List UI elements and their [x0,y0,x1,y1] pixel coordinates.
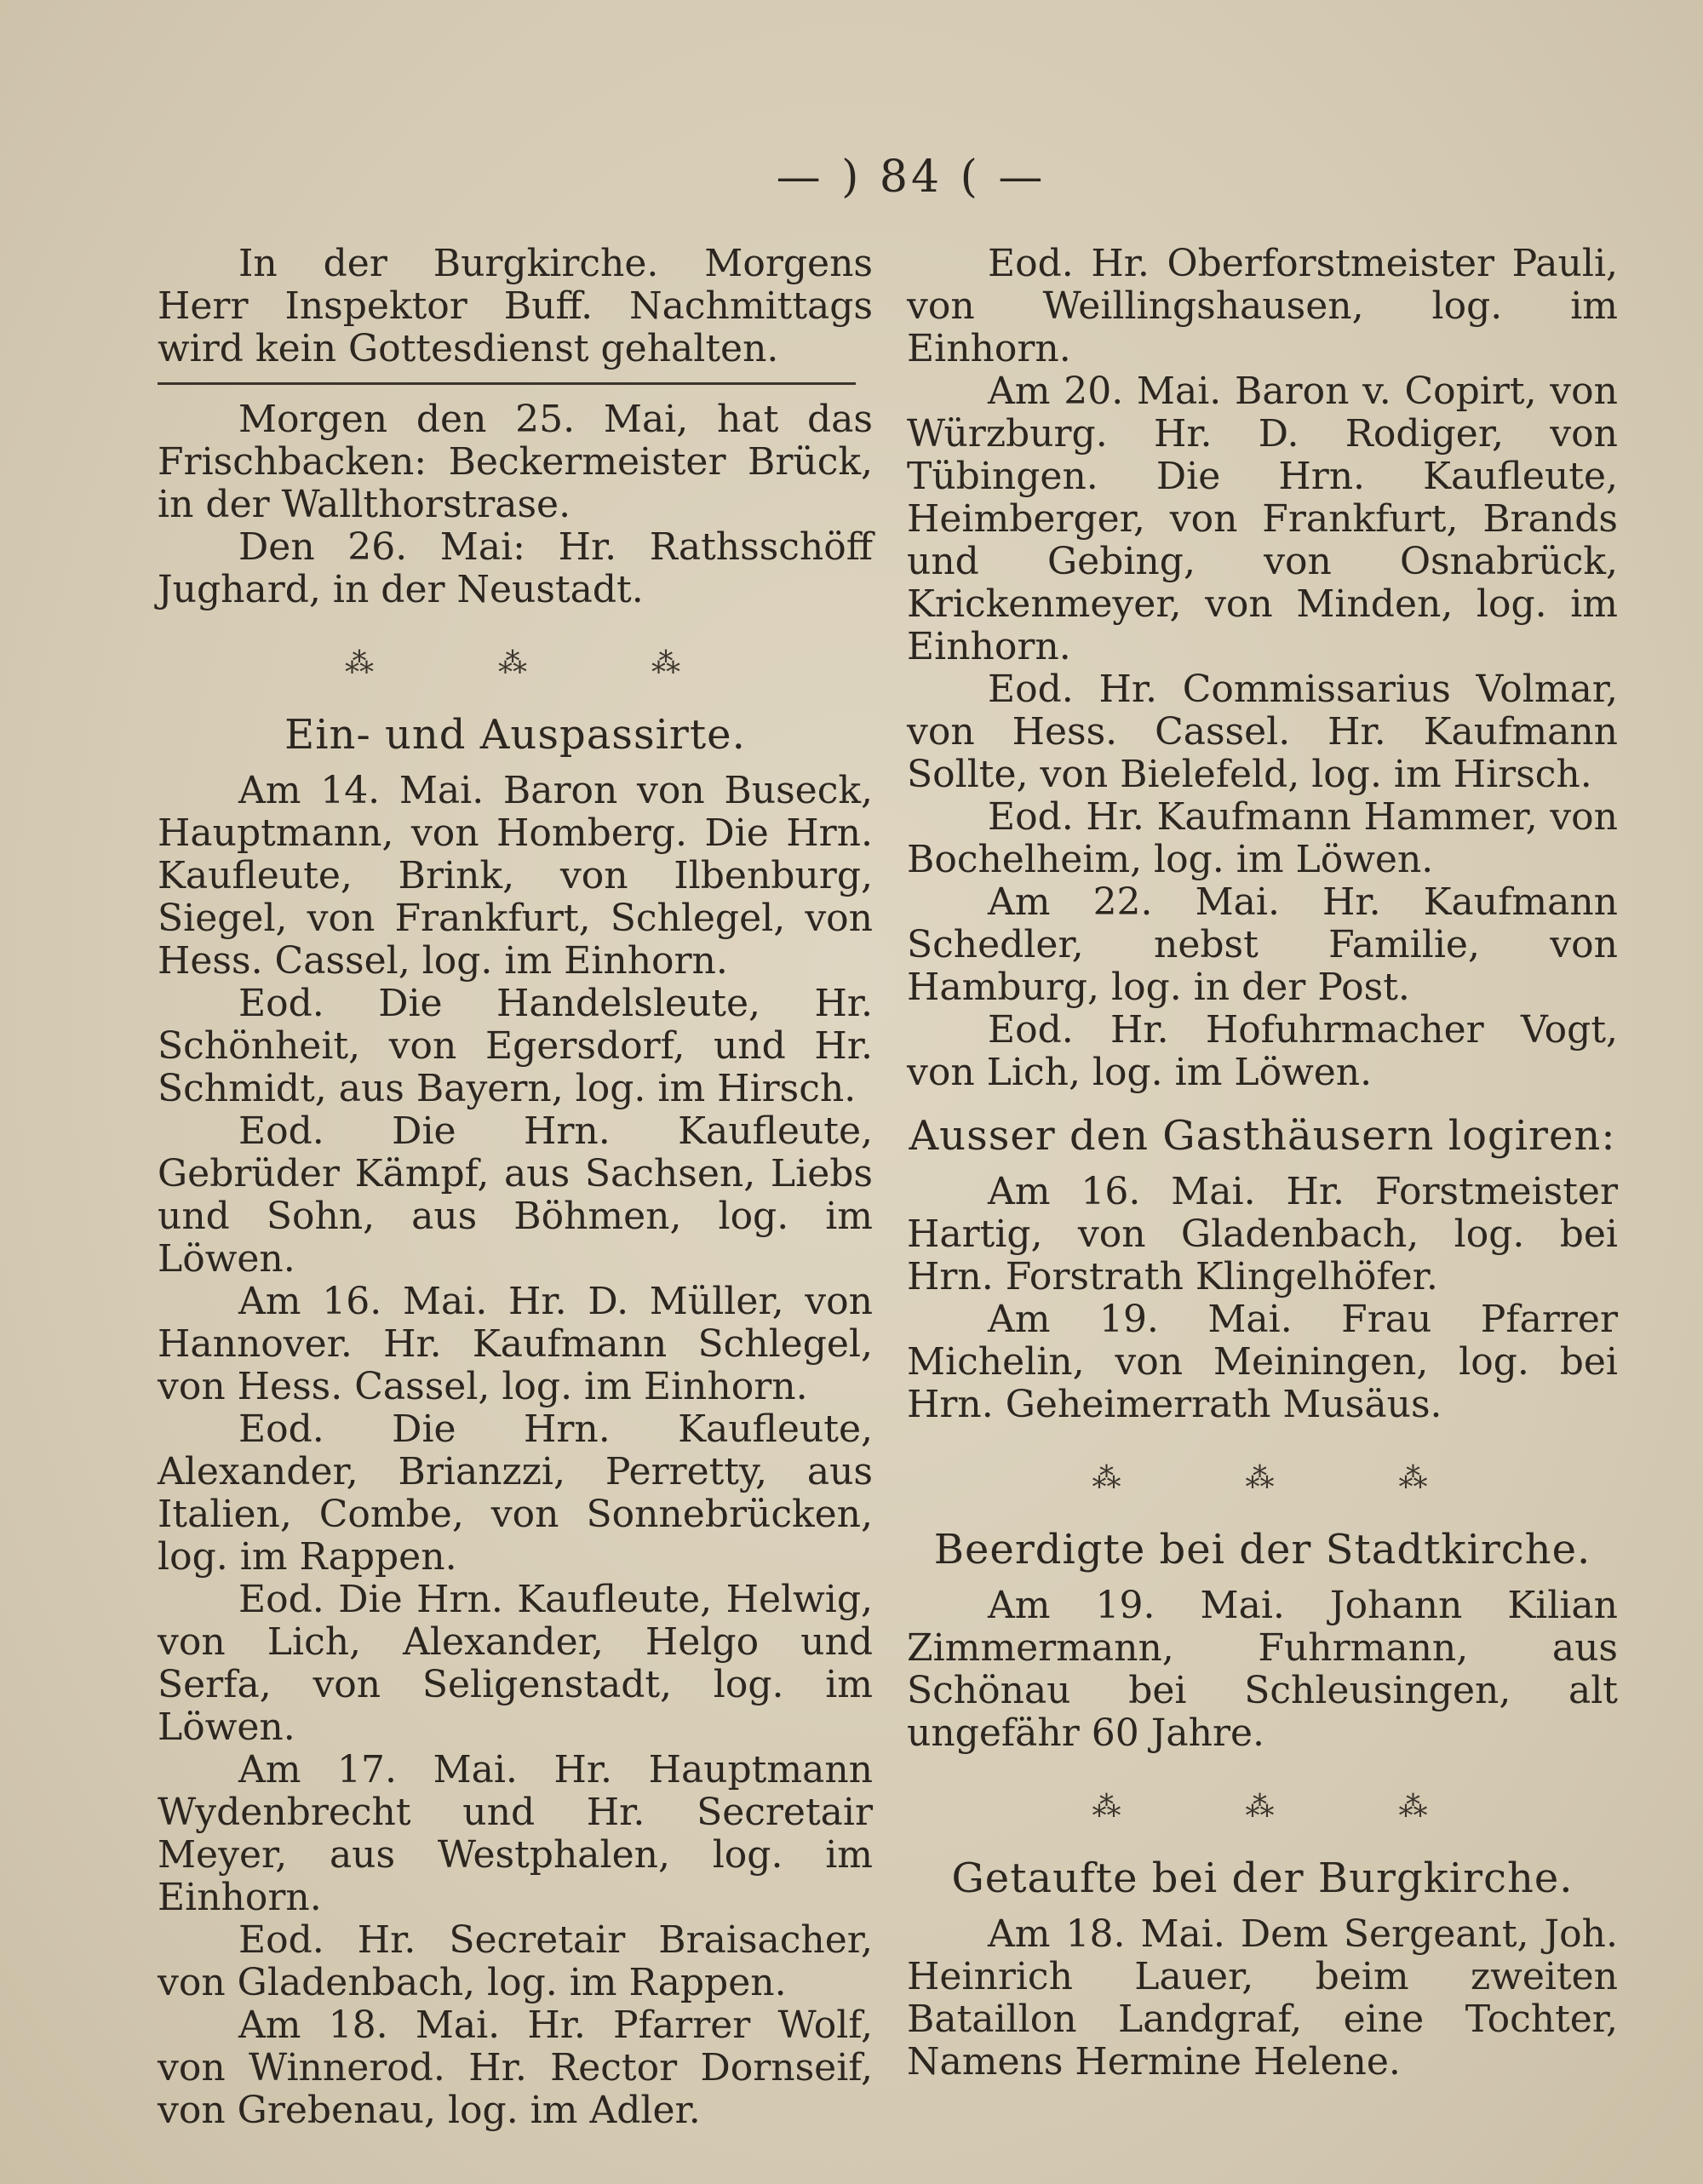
list-item: Eod. Die Hrn. Kaufleute, Helwig, von Lich, Alexander, Helgo und Serfa, von Seligenstadt, log. im Löwen. [158,1578,873,1749]
list-item: Am 20. Mai. Baron v. Copirt, von Würzburg. Hr. D. Rodiger, von Tübingen. Die Hrn. Kaufleute, Heimberger, von Frankfurt, Brands und Gebing, von Osnabrück, Krickenmeyer, von Minden, log. im Einhorn. [907,370,1618,668]
list-item: Am 22. Mai. Hr. Kaufmann Schedler, nebst Familie, von Hamburg, log. in der Post. [907,880,1618,1009]
list-item: Eod. Hr. Kaufmann Hammer, von Bochelheim, log. im Löwen. [907,795,1618,881]
bakery-notice-2: Den 26. Mai: Hr. Rathsschöff Jughard, in der Neustadt. [158,525,873,611]
ornament-divider: ⁂ ⁂ ⁂ [1092,1790,1433,1824]
list-item: Eod. Hr. Hofuhrmacher Vogt, von Lich, log. im Löwen. [907,1008,1618,1094]
list-item: Eod. Hr. Oberforstmeister Pauli, von Weillingshausen, log. im Einhorn. [907,242,1618,370]
right-column [907,243,1618,2084]
list-item: Eod. Die Hrn. Kaufleute, Gebrüder Kämpf, aus Sachsen, Liebs und Sohn, aus Böhmen, log. im Löwen. [158,1109,873,1281]
list-item: Am 16. Mai. Hr. Forstmeister Hartig, von Gladenbach, log. bei Hrn. Forstrath Klingelhöfer. [907,1170,1618,1298]
divider-rule [158,382,856,385]
list-item: Eod. Hr. Secretair Braisacher, von Gladenbach, log. im Rappen. [158,1918,873,2004]
list-item: Am 18. Mai. Hr. Pfarrer Wolf, von Winnerod. Hr. Rector Dornseif, von Grebenau, log. im Adler. [158,2003,873,2132]
page-number: — ) 84 ( — [776,152,1046,203]
list-item: Eod. Die Hrn. Kaufleute, Alexander, Brianzzi, Perretty, aus Italien, Combe, von Sonnebrücken, log. im Rappen. [158,1407,873,1579]
left-column [158,243,873,2132]
list-item: Am 19. Mai. Frau Pfarrer Michelin, von Meiningen, log. bei Hrn. Geheimerrath Musäus. [907,1298,1618,1426]
church-service-notice: In der Burgkirche. Morgens Herr Inspektor Buff. Nachmittags wird kein Gottesdienst gehalten. [158,242,873,370]
list-item: Eod. Die Handelsleute, Hr. Schönheit, von Egersdorf, und Hr. Schmidt, aus Bayern, log. im Hirsch. [158,982,873,1110]
list-item: Am 17. Mai. Hr. Hauptmann Wydenbrecht und Hr. Secretair Meyer, aus Westphalen, log. im Einhorn. [158,1748,873,1919]
section-heading-passengers: Ein- und Auspassirte. [284,711,746,759]
list-item: Am 19. Mai. Johann Kilian Zimmermann, Fuhrmann, aus Schönau bei Schleusingen, alt ungefähr 60 Jahre. [907,1584,1618,1755]
bakery-notice: Morgen den 25. Mai, hat das Frischbacken: Beckermeister Brück, in der Wallthorstrase. [158,398,873,526]
ornament-divider: ⁂ ⁂ ⁂ [1092,1461,1433,1495]
list-item: Eod. Hr. Commissarius Volmar, von Hess. Cassel. Hr. Kaufmann Sollte, von Bielefeld, log. im Hirsch. [907,668,1618,796]
section-heading-burials: Beerdigte bei der Stadtkirche. [933,1526,1591,1574]
list-item: Am 18. Mai. Dem Sergeant, Joh. Heinrich Lauer, beim zweiten Bataillon Landgraf, eine Tochter, Namens Hermine Helene. [907,1912,1618,2084]
section-heading-private-lodging: Ausser den Gasthäusern logiren: [909,1112,1616,1160]
list-item: Am 16. Mai. Hr. D. Müller, von Hannover. Hr. Kaufmann Schlegel, von Hess. Cassel, log. im Einhorn. [158,1280,873,1408]
list-item: Am 14. Mai. Baron von Buseck, Hauptmann, von Homberg. Die Hrn. Kaufleute, Brink, von Ilbenburg, Siegel, von Frankfurt, Schlegel, von Hess. Cassel, log. im Einhorn. [158,769,873,983]
ornament-divider: ⁂ ⁂ ⁂ [345,646,685,680]
section-heading-baptisms: Getaufte bei der Burgkirche. [951,1854,1574,1902]
